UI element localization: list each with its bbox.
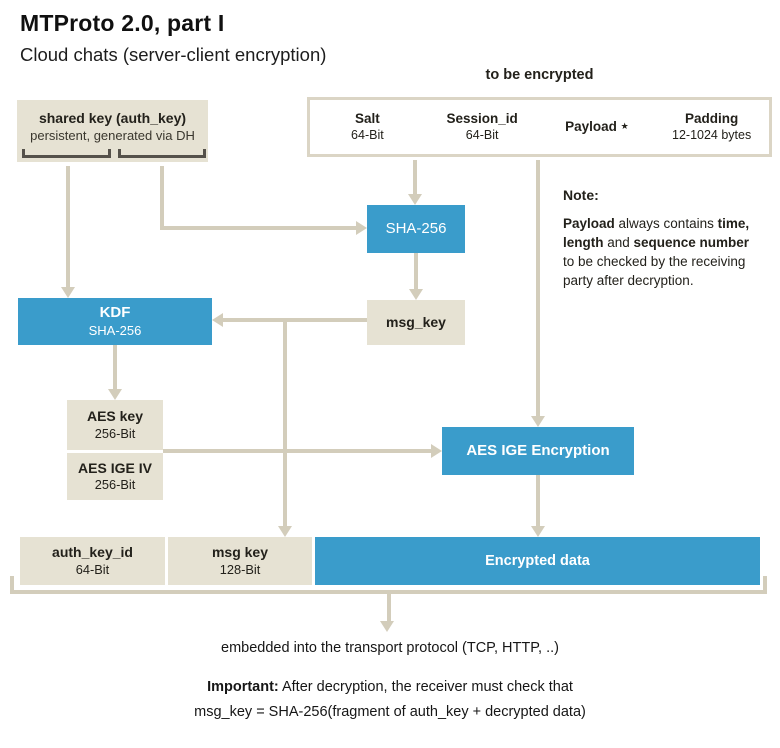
field-salt: Salt 64-Bit <box>351 110 384 142</box>
connector-aeskeys-to-aesige <box>163 449 431 453</box>
arrowhead-into-msgkey <box>409 289 423 300</box>
auth-key-id-node: auth_key_id 64-Bit <box>20 537 165 585</box>
important-label: Important: <box>207 679 279 695</box>
payload-star-icon: ★ <box>620 120 629 131</box>
connector-brace-to-transport <box>387 594 391 621</box>
page-title: MTProto 2.0, part I <box>20 10 225 36</box>
aes-ige-iv-node: AES IGE IV 256-Bit <box>67 453 163 500</box>
transport-caption: embedded into the transport protocol (TCP, HTTP, ..) <box>221 640 559 656</box>
note-heading: Note: <box>563 187 599 203</box>
arrowhead-into-aeskey <box>108 389 122 400</box>
connector-kdf-to-aeskey <box>113 345 117 389</box>
kdf-node: KDF SHA-256 <box>18 298 212 345</box>
msg-key-bottom-node: msg key 128-Bit <box>168 537 312 585</box>
arrowhead-into-msgkey-bottom <box>278 526 292 537</box>
arrowhead-into-transport <box>380 621 394 632</box>
aes-key-node: AES key 256-Bit <box>67 400 163 450</box>
connector-sharedkey-to-kdf <box>66 166 70 287</box>
connector-aesige-to-encrypted <box>536 475 540 526</box>
note-block <box>563 186 780 290</box>
arrowhead-into-sha256-left <box>356 221 367 235</box>
key-fragment-bracket-right <box>118 149 206 158</box>
key-fragment-bracket-left <box>22 149 111 158</box>
connector-payload-to-aesige <box>536 160 540 416</box>
to-be-encrypted-bracket <box>307 97 772 157</box>
msg-key-node: msg_key <box>367 300 465 345</box>
connector-msgkey-branch-down <box>283 320 287 526</box>
aes-ige-encryption-node: AES IGE Encryption <box>442 427 634 475</box>
page-subtitle: Cloud chats (server-client encryption) <box>20 44 327 65</box>
connector-fragment-down <box>160 166 164 230</box>
connector-msgkey-to-kdf <box>223 318 367 322</box>
field-payload: Payload ★ <box>565 118 629 134</box>
arrowhead-into-aesige-top <box>531 416 545 427</box>
shared-key-subtitle: persistent, generated via DH <box>30 127 195 143</box>
sha256-node: SHA-256 <box>367 205 465 253</box>
bottom-brace-right-tick <box>763 576 767 594</box>
encrypted-data-node: Encrypted data <box>315 537 760 585</box>
connector-payload-to-sha256 <box>413 160 417 194</box>
field-session-id: Session_id 64-Bit <box>446 110 518 142</box>
important-caption: Important: After decryption, the receiver must check that <box>207 679 573 695</box>
to-be-encrypted-label: to be encrypted <box>485 67 594 83</box>
arrowhead-into-encrypted <box>531 526 545 537</box>
arrowhead-into-aesige-left <box>431 444 442 458</box>
msgkey-check-caption: msg_key = SHA-256(fragment of auth_key + decrypted data) <box>194 704 586 720</box>
arrowhead-into-kdf-right <box>212 313 223 327</box>
arrowhead-into-sha256-top <box>408 194 422 205</box>
connector-fragment-to-sha256 <box>160 226 356 230</box>
connector-sha256-to-msgkey <box>414 253 418 289</box>
note-body: Payload always contains time, length and sequence number to be checked by the receiving party after decryption. <box>563 216 750 288</box>
field-padding: Padding 12-1024 bytes <box>672 110 752 142</box>
shared-key-title: shared key (auth_key) <box>38 110 187 127</box>
arrowhead-into-kdf <box>61 287 75 298</box>
